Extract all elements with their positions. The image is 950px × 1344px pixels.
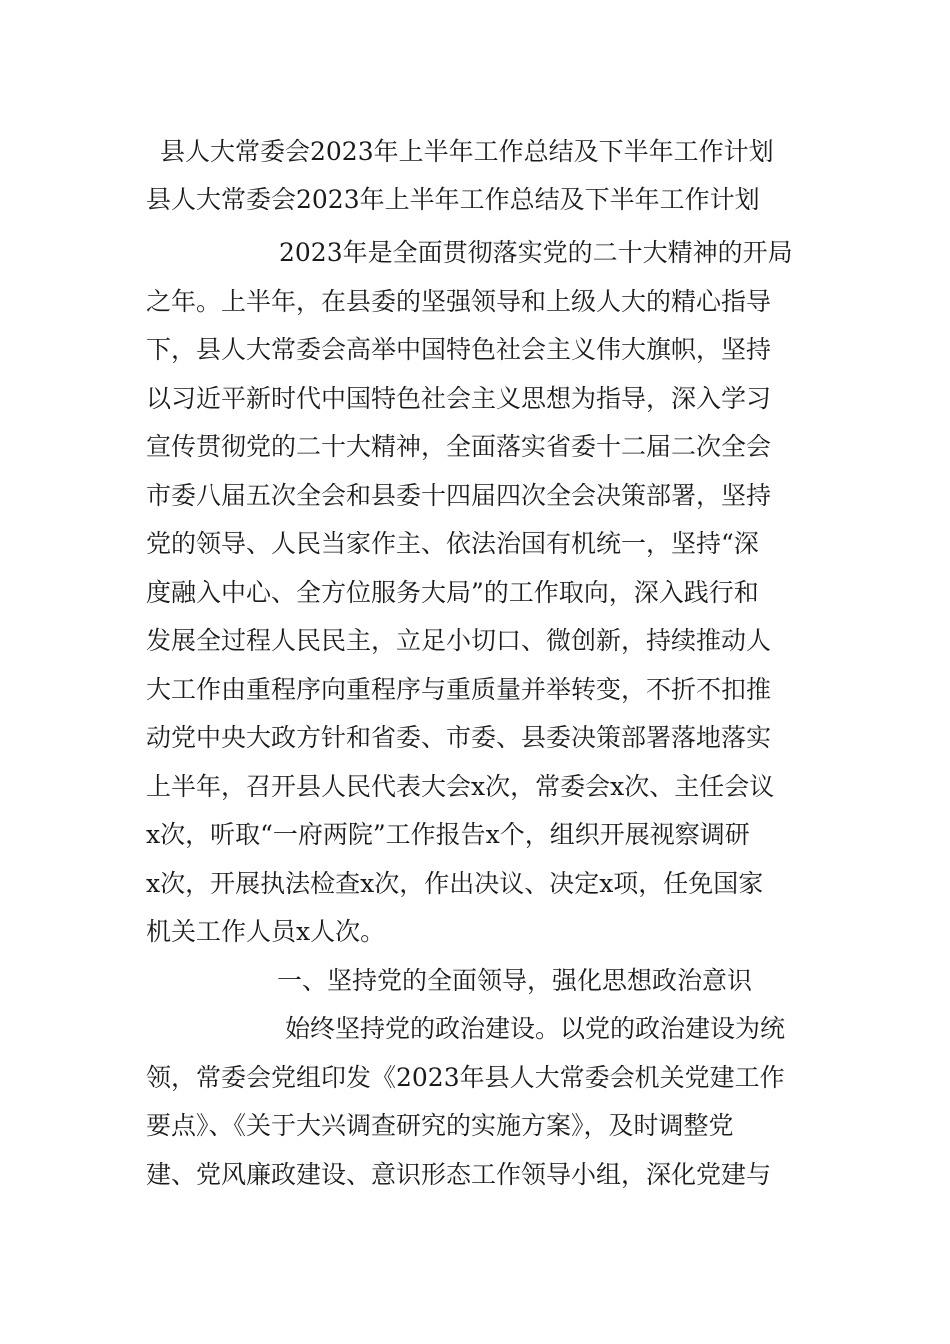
- paragraph-line: 动党中央大政方针和省委、市委、县委决策部署落地落实: [146, 723, 772, 752]
- paragraph-line: 发展全过程人民民主，立足小切口、微创新，持续推动人: [146, 626, 772, 655]
- paragraph-line: 上半年，召开县人民代表大会x次，常委会x次、主任会议: [146, 771, 775, 801]
- paragraph-line: x次，听取“一府两院”工作报告x个，组织开展视察调研: [146, 820, 750, 849]
- paragraph-line: 建、党风廉政建设、意识形态工作领导小组，深化党建与: [146, 1159, 772, 1189]
- paragraph-line: 党的领导、人民当家作主、依法治国有机统一，坚持“深: [146, 529, 759, 558]
- paragraph-line: 要点》、《关于大兴调查研究的实施方案》，及时调整党: [146, 1111, 734, 1140]
- paragraph-line: 以习近平新时代中国特色社会主义思想为指导，深入学习: [146, 383, 772, 413]
- paragraph-line: 大工作由重程序向重程序与重质量并举转变，不折不扣推: [146, 674, 772, 704]
- paragraph-line: 机关工作人员x人次。: [146, 917, 386, 946]
- paragraph-line: 之年。上半年，在县委的坚强领导和上级人大的精心指导: [146, 286, 772, 316]
- paragraph-line: 领，常委会党组印发《2023年县人大常委会机关党建工作: [146, 1062, 785, 1092]
- document-title-repeat: 县人大常委会2023年上半年工作总结及下半年工作计划: [146, 185, 760, 214]
- document-body: [146, 229, 806, 1199]
- section-heading: 一、坚持党的全面领导，强化思想政治意识: [277, 965, 753, 995]
- paragraph-line: 2023年是全面贯彻落实党的二十大精神的开局: [279, 238, 793, 267]
- paragraph-line: 市委八届五次全会和县委十四届四次全会决策部署，坚持: [146, 480, 772, 510]
- paragraph-line: 宣传贯彻党的二十大精神，全面落实省委十二届二次全会: [146, 432, 772, 461]
- paragraph-line: 始终坚持党的政治建设。以党的政治建设为统: [285, 1014, 786, 1043]
- document-title: 县人大常委会2023年上半年工作总结及下半年工作计划: [160, 137, 774, 166]
- paragraph-line: 下，县人大常委会高举中国特色社会主义伟大旗帜，坚持: [146, 335, 772, 364]
- paragraph-line: 度融入中心、全方位服务大局”的工作取向，深入践行和: [146, 577, 759, 607]
- paragraph-line: x次，开展执法检查x次，作出决议、决定x项，任免国家: [146, 868, 764, 898]
